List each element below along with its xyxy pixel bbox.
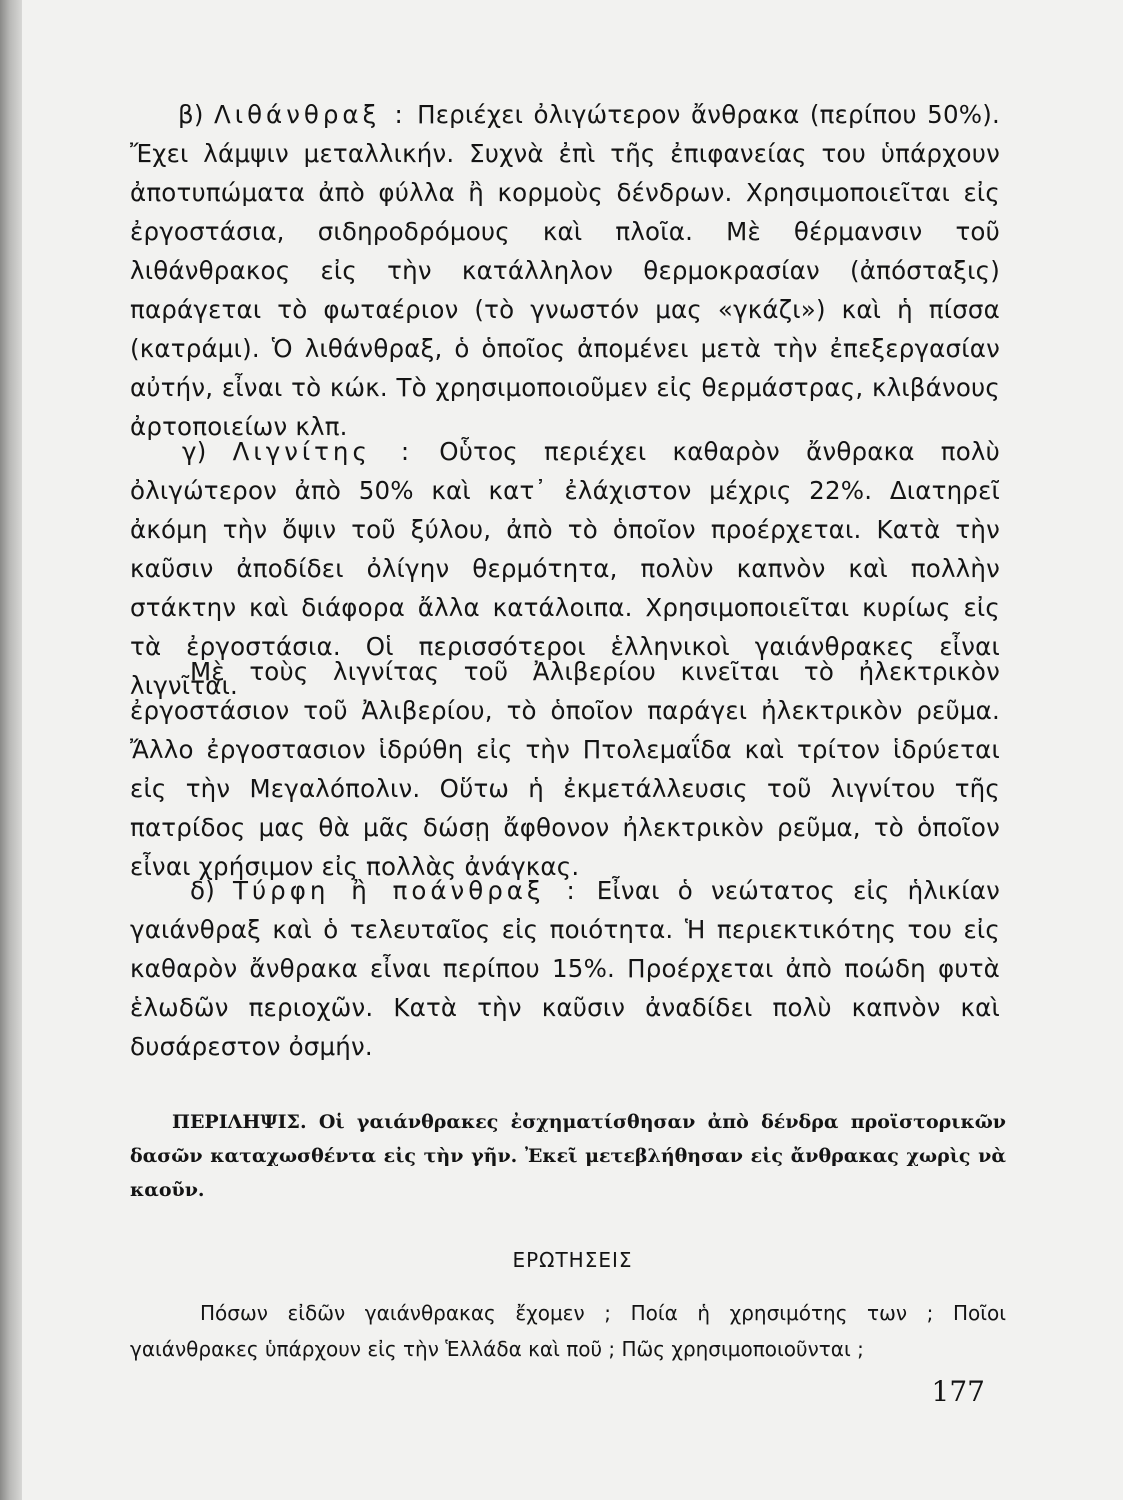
summary-block bbox=[130, 1105, 1006, 1207]
book-binding-edge bbox=[0, 0, 22, 1500]
questions-text: Πόσων εἰδῶν γαιάνθρακας ἔχομεν ; Ποία ἡ χρησιμότης των ; Ποῖοι γαιάνθρακες ὑπάρχουν εἰς τὴν Ἑλλάδα καὶ ποῦ ; Πῶς χρησιμοποιοῦνται ; bbox=[130, 1301, 1006, 1361]
book-page bbox=[22, 0, 1123, 1500]
paragraph-lignite-power-plants bbox=[130, 652, 1000, 886]
term-peat: Τύρφη ἢ ποάνθραξ : bbox=[233, 876, 579, 905]
term-lignitis: Λιγνίτης : bbox=[232, 437, 414, 466]
paragraph-text-beta: Περιέχει ὀλιγώτερον ἄνθρακα (περίπου 50%). Ἔχει λάμψιν μεταλλικήν. Συχνὰ ἐπὶ τῆς ἐπιφανείας του ὑπάρχουν ἀποτυπώματα ἀπὸ φύλλα ἢ κορμοὺς δένδρων. Χρησιμοποιεῖται εἰς ἐργοστάσια, σιδηροδρόμους καὶ πλοῖα. Μὲ θέρμανσιν τοῦ λιθάνθρακος εἰς τὴν κατάλληλον θερμοκρασίαν (ἀπόσταξις) παράγεται τὸ φωταέριον (τὸ γνωστόν μας «γκάζι») καὶ ἡ πίσσα (κατράμι). Ὁ λιθάνθραξ, ὁ ὁποῖος ἀπομένει μετὰ τὴν ἐπεξεργασίαν αὐτήν, εἶναι τὸ κώκ. Τὸ χρησιμοποιοῦμεν εἰς θερμάστρας, κλιβάνους ἀρτοποιείων κλπ. bbox=[130, 100, 1000, 441]
paragraph-text-delta: Εἶναι ὁ νεώτατος εἰς ἡλικίαν γαιάνθραξ καὶ ὁ τελευταῖος εἰς ποιότητα. Ἡ περιεκτικότης του εἰς καθαρὸν ἄνθρακα εἶναι περίπου 15%. Προέρχεται ἀπὸ ποώδη φυτὰ ἑλωδῶν περιοχῶν. Κατὰ τὴν καῦσιν ἀναδίδει πολὺ καπνὸν καὶ δυσάρεστον ὀσμήν. bbox=[130, 876, 1000, 1061]
page-number: 177 bbox=[931, 1375, 985, 1408]
paragraph-peat bbox=[130, 871, 1000, 1066]
item-label-beta: β) bbox=[178, 100, 204, 129]
summary-text: Οἱ γαιάνθρακες ἐσχηματίσθησαν ἀπὸ δένδρα προϊστορικῶν δασῶν καταχωσθέντα εἰς τὴν γῆν. Ἐκεῖ μετεβλήθησαν εἰς ἄνθρακας χωρὶς νὰ καοῦν. bbox=[130, 1111, 1006, 1201]
paragraph-text-gamma: Οὗτος περιέχει καθαρὸν ἄνθρακα πολὺ ὀλιγώτερον ἀπὸ 50% καὶ κατ᾽ ἐλάχιστον μέχρις 22%. Διατηρεῖ ἀκόμη τὴν ὄψιν τοῦ ξύλου, ἀπὸ τὸ ὁποῖον προέρχεται. Κατὰ τὴν καῦσιν ἀποδίδει ὀλίγην θερμότητα, πολὺν καπνὸν καὶ πολλὴν στάκτην καὶ διάφορα ἄλλα κατάλοιπα. Χρησιμοποιεῖται κυρίως εἰς τὰ ἐργοστάσια. Οἱ περισσότεροι ἑλληνικοὶ γαιάνθρακες εἶναι λιγνῖται. bbox=[130, 437, 1000, 700]
item-label-gamma: γ) bbox=[182, 437, 207, 466]
item-label-delta: δ) bbox=[190, 876, 215, 905]
paragraph-bituminous-coal bbox=[130, 95, 1000, 446]
summary-heading: ΠΕΡΙΛΗΨΙΣ. bbox=[172, 1111, 307, 1133]
paragraph-text-lignite: Μὲ τοὺς λιγνίτας τοῦ Ἀλιβερίου κινεῖται τὸ ἠλεκτρικὸν ἐργοστάσιον τοῦ Ἀλιβερίου, τὸ ὁποῖον παράγει ἠλεκτρικὸν ρεῦμα. Ἄλλο ἐργοστασιον ἱδρύθη εἰς τὴν Πτολεμαΐδα καὶ τρίτον ἱδρύεται εἰς τὴν Μεγαλόπολιν. Οὕτω ἡ ἐκμετάλλευσις τοῦ λιγνίτου τῆς πατρίδος μας θὰ μᾶς δώσῃ ἄφθονον ἠλεκτρικὸν ρεῦμα, τὸ ὁποῖον εἶναι χρήσιμον εἰς πολλὰς ἀνάγκας. bbox=[130, 657, 1000, 881]
questions-title: ΕΡΩΤΗΣΕΙΣ bbox=[512, 1248, 633, 1272]
term-lithanthrax: Λιθάνθραξ : bbox=[214, 100, 407, 129]
